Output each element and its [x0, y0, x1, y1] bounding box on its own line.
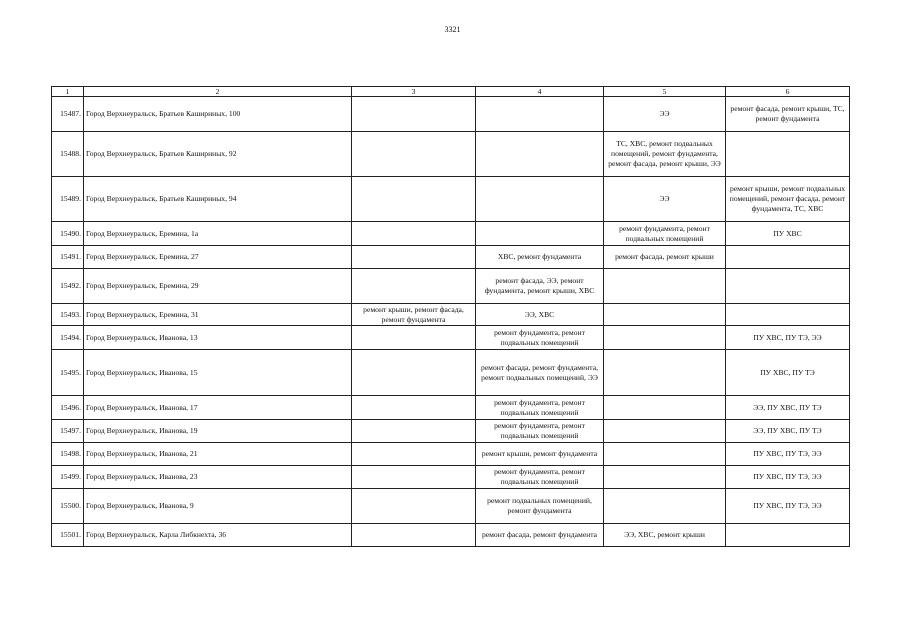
column-6-cell	[726, 304, 850, 326]
address-cell: Город Верхнеуральск, Еремина, 27	[84, 246, 352, 269]
address-cell: Город Верхнеуральск, Еремина, 29	[84, 269, 352, 304]
page-number: 3321	[444, 25, 461, 34]
column-3-cell	[352, 524, 476, 547]
column-4-cell	[476, 132, 604, 177]
column-4-cell: ремонт подвальных помещений, ремонт фундамента	[476, 489, 604, 524]
row-number: 15487.	[52, 97, 84, 132]
column-6-cell	[726, 246, 850, 269]
column-6-cell: ПУ ХВС, ПУ ТЭ	[726, 350, 850, 396]
column-header: 6	[726, 87, 850, 97]
repair-schedule-table	[51, 86, 850, 547]
column-3-cell	[352, 246, 476, 269]
column-6-cell: ПУ ХВС, ПУ ТЭ, ЭЭ	[726, 466, 850, 489]
column-6-cell: ПУ ХВС, ПУ ТЭ, ЭЭ	[726, 489, 850, 524]
column-5-cell: ремонт фундамента, ремонт подвальных помещений	[604, 222, 726, 246]
column-4-cell: ХВС, ремонт фундамента	[476, 246, 604, 269]
column-4-cell: ремонт фасада, ремонт фундамента, ремонт подвальных помещений, ЭЭ	[476, 350, 604, 396]
column-6-cell: ПУ ХВС, ПУ ТЭ, ЭЭ	[726, 443, 850, 466]
column-3-cell	[352, 222, 476, 246]
column-3-cell	[352, 466, 476, 489]
table-row	[52, 420, 850, 443]
row-number: 15501.	[52, 524, 84, 547]
address-cell: Город Верхнеуральск, Иванова, 13	[84, 326, 352, 350]
row-number: 15489.	[52, 177, 84, 222]
row-number: 15499.	[52, 466, 84, 489]
column-6-cell	[726, 132, 850, 177]
row-number: 15492.	[52, 269, 84, 304]
column-5-cell	[604, 304, 726, 326]
table-row	[52, 177, 850, 222]
column-3-cell	[352, 132, 476, 177]
column-4-cell: ремонт фасада, ЭЭ, ремонт фундамента, ремонт крыши, ХВС	[476, 269, 604, 304]
address-cell: Город Верхнеуральск, Иванова, 17	[84, 396, 352, 420]
row-number: 15493.	[52, 304, 84, 326]
column-5-cell	[604, 489, 726, 524]
column-6-cell	[726, 269, 850, 304]
column-4-cell: ремонт фундамента, ремонт подвальных помещений	[476, 466, 604, 489]
table-row	[52, 222, 850, 246]
column-6-cell: ремонт крыши, ремонт подвальных помещений, ремонт фасада, ремонт фундамента, ТС, ХВС	[726, 177, 850, 222]
table-row	[52, 97, 850, 132]
column-4-cell	[476, 222, 604, 246]
column-5-cell: ТС, ХВС, ремонт подвальных помещений, ремонт фундамента, ремонт фасада, ремонт крыши, ЭЭ	[604, 132, 726, 177]
address-cell: Город Верхнеуральск, Иванова, 21	[84, 443, 352, 466]
address-cell: Город Верхнеуральск, Братьев Кашириных, 100	[84, 97, 352, 132]
address-cell: Город Верхнеуральск, Еремина, 31	[84, 304, 352, 326]
row-number: 15494.	[52, 326, 84, 350]
address-cell: Город Верхнеуральск, Иванова, 9	[84, 489, 352, 524]
column-3-cell	[352, 396, 476, 420]
table-row	[52, 396, 850, 420]
row-number: 15495.	[52, 350, 84, 396]
table-row	[52, 524, 850, 547]
column-6-cell: ЭЭ, ПУ ХВС, ПУ ТЭ	[726, 420, 850, 443]
column-6-cell: ЭЭ, ПУ ХВС, ПУ ТЭ	[726, 396, 850, 420]
address-cell: Город Верхнеуральск, Иванова, 15	[84, 350, 352, 396]
column-5-cell	[604, 396, 726, 420]
address-cell: Город Верхнеуральск, Еремина, 1а	[84, 222, 352, 246]
table-row	[52, 304, 850, 326]
table-row	[52, 350, 850, 396]
column-4-cell: ремонт фундамента, ремонт подвальных помещений	[476, 326, 604, 350]
column-4-cell	[476, 177, 604, 222]
column-5-cell	[604, 443, 726, 466]
address-cell: Город Верхнеуральск, Иванова, 23	[84, 466, 352, 489]
column-3-cell	[352, 269, 476, 304]
column-3-cell	[352, 350, 476, 396]
column-6-cell: ПУ ХВС	[726, 222, 850, 246]
address-cell: Город Верхнеуральск, Карла Либкнехта, 36	[84, 524, 352, 547]
column-4-cell: ремонт фундамента, ремонт подвальных помещений	[476, 420, 604, 443]
row-number: 15498.	[52, 443, 84, 466]
column-header: 3	[352, 87, 476, 97]
column-4-cell: ремонт крыши, ремонт фундамента	[476, 443, 604, 466]
address-cell: Город Верхнеуральск, Братьев Кашириных, 94	[84, 177, 352, 222]
column-5-cell: ремонт фасада, ремонт крыши	[604, 246, 726, 269]
column-6-cell	[726, 524, 850, 547]
column-3-cell	[352, 177, 476, 222]
column-4-cell: ремонт фасада, ремонт фундамента	[476, 524, 604, 547]
column-6-cell: ПУ ХВС, ПУ ТЭ, ЭЭ	[726, 326, 850, 350]
column-4-cell: ремонт фундамента, ремонт подвальных помещений	[476, 396, 604, 420]
table-row	[52, 443, 850, 466]
column-3-cell	[352, 443, 476, 466]
address-cell: Город Верхнеуральск, Иванова, 19	[84, 420, 352, 443]
table-row	[52, 466, 850, 489]
column-header: 1	[52, 87, 84, 97]
row-number: 15488.	[52, 132, 84, 177]
table-row	[52, 489, 850, 524]
column-header: 2	[84, 87, 352, 97]
row-number: 15490.	[52, 222, 84, 246]
row-number: 15497.	[52, 420, 84, 443]
table-row	[52, 269, 850, 304]
column-3-cell	[352, 97, 476, 132]
column-5-cell: ЭЭ	[604, 177, 726, 222]
row-number: 15491.	[52, 246, 84, 269]
table-header-row	[52, 87, 850, 97]
column-5-cell	[604, 466, 726, 489]
table-row	[52, 246, 850, 269]
column-header: 5	[604, 87, 726, 97]
row-number: 15496.	[52, 396, 84, 420]
address-cell: Город Верхнеуральск, Братьев Кашириных, 92	[84, 132, 352, 177]
column-4-cell	[476, 97, 604, 132]
column-5-cell	[604, 326, 726, 350]
column-5-cell: ЭЭ, ХВС, ремонт крыши	[604, 524, 726, 547]
column-3-cell	[352, 489, 476, 524]
column-4-cell: ЭЭ, ХВС	[476, 304, 604, 326]
column-5-cell: ЭЭ	[604, 97, 726, 132]
table-row	[52, 132, 850, 177]
column-5-cell	[604, 269, 726, 304]
table-row	[52, 326, 850, 350]
row-number: 15500.	[52, 489, 84, 524]
column-3-cell: ремонт крыши, ремонт фасада, ремонт фундамента	[352, 304, 476, 326]
column-5-cell	[604, 420, 726, 443]
column-3-cell	[352, 326, 476, 350]
column-3-cell	[352, 420, 476, 443]
column-header: 4	[476, 87, 604, 97]
column-6-cell: ремонт фасада, ремонт крыши, ТС, ремонт фундамента	[726, 97, 850, 132]
column-5-cell	[604, 350, 726, 396]
